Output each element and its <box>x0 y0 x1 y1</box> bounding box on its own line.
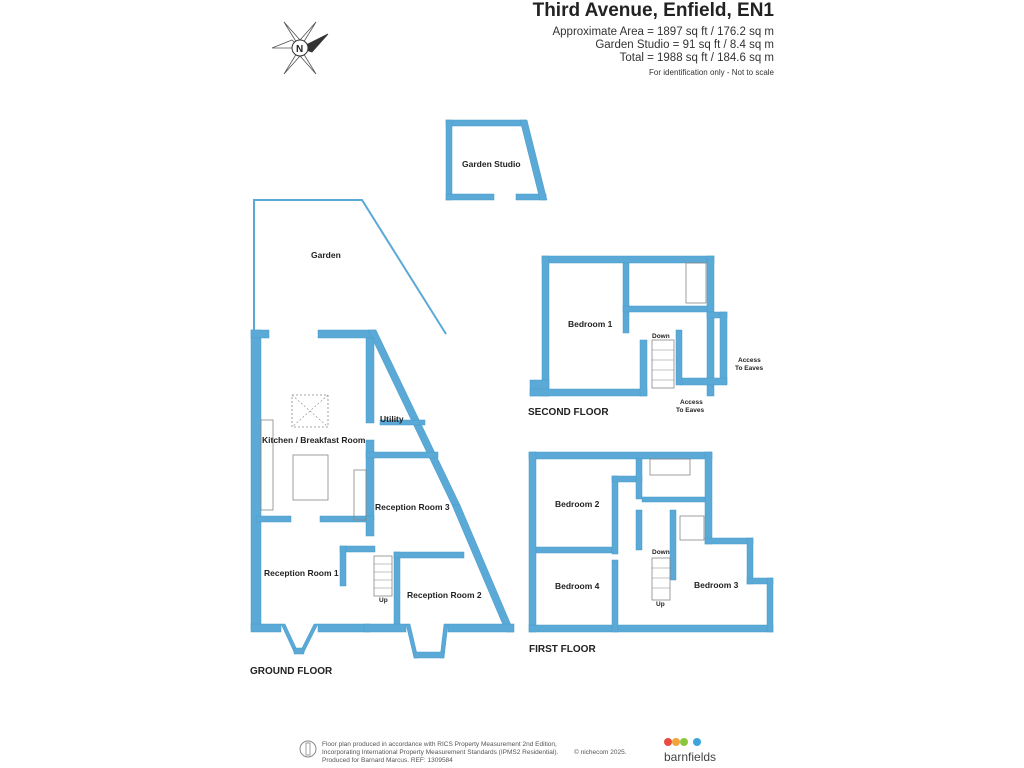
first-floor-fixtures <box>650 459 704 600</box>
identification-note: For identification only - Not to scale <box>649 68 774 77</box>
ground-floor-walls <box>251 330 514 658</box>
eaves-bottom-label-1: Access <box>680 399 703 406</box>
eaves-right-label-2: To Eaves <box>735 365 764 372</box>
property-title: Third Avenue, Enfield, EN1 <box>532 0 774 21</box>
brand-logo-icon <box>664 738 701 746</box>
stair-up-label-ground: Up <box>379 597 388 604</box>
floor-label-first: FIRST FLOOR <box>529 644 596 655</box>
approximate-area: Approximate Area = 1897 sq ft / 176.2 sq m <box>552 26 774 38</box>
compass-icon <box>272 22 328 74</box>
floor-label-ground: GROUND FLOOR <box>250 666 333 677</box>
room-label-bedroom-2: Bedroom 2 <box>555 499 600 509</box>
room-label-utility: Utility <box>380 414 404 424</box>
stair-down-label-first: Down <box>652 549 670 556</box>
second-floor-walls <box>530 256 727 396</box>
total-area: Total = 1988 sq ft / 184.6 sq m <box>619 52 774 64</box>
ipms-logo-icon <box>300 741 316 757</box>
room-label-reception-2: Reception Room 2 <box>407 590 482 600</box>
garden-boundary <box>254 200 446 334</box>
garden-studio-area: Garden Studio = 91 sq ft / 8.4 sq m <box>595 39 774 51</box>
room-label-bedroom-4: Bedroom 4 <box>555 581 600 591</box>
room-label-reception-3: Reception Room 3 <box>375 502 450 512</box>
room-label-kitchen: Kitchen / Breakfast Room <box>262 435 366 445</box>
room-label-reception-1: Reception Room 1 <box>264 568 339 578</box>
stair-up-label-first: Up <box>656 601 665 608</box>
first-floor-walls <box>529 452 773 632</box>
room-label-garden: Garden <box>311 250 341 260</box>
compass-north-label: N <box>296 44 304 55</box>
eaves-right-label-1: Access <box>738 357 761 364</box>
floor-label-second: SECOND FLOOR <box>528 407 609 418</box>
room-label-bedroom-1: Bedroom 1 <box>568 319 613 329</box>
room-label-bedroom-3: Bedroom 3 <box>694 580 739 590</box>
room-label-garden-studio: Garden Studio <box>462 159 521 169</box>
eaves-bottom-label-2: To Eaves <box>676 407 705 414</box>
stair-down-label-second: Down <box>652 333 670 340</box>
footer-copyright: © nichecom 2025. <box>574 749 627 756</box>
footer-line-3: Produced for Barnard Marcus. REF: 1309584 <box>322 757 453 764</box>
footer-line-2: Incorporating International Property Measurement Standards (IPMS2 Residential). <box>322 749 559 756</box>
brand-name: barnfields <box>664 750 717 764</box>
footer-line-1: Floor plan produced in accordance with RICS Property Measurement 2nd Edition, <box>322 741 557 748</box>
